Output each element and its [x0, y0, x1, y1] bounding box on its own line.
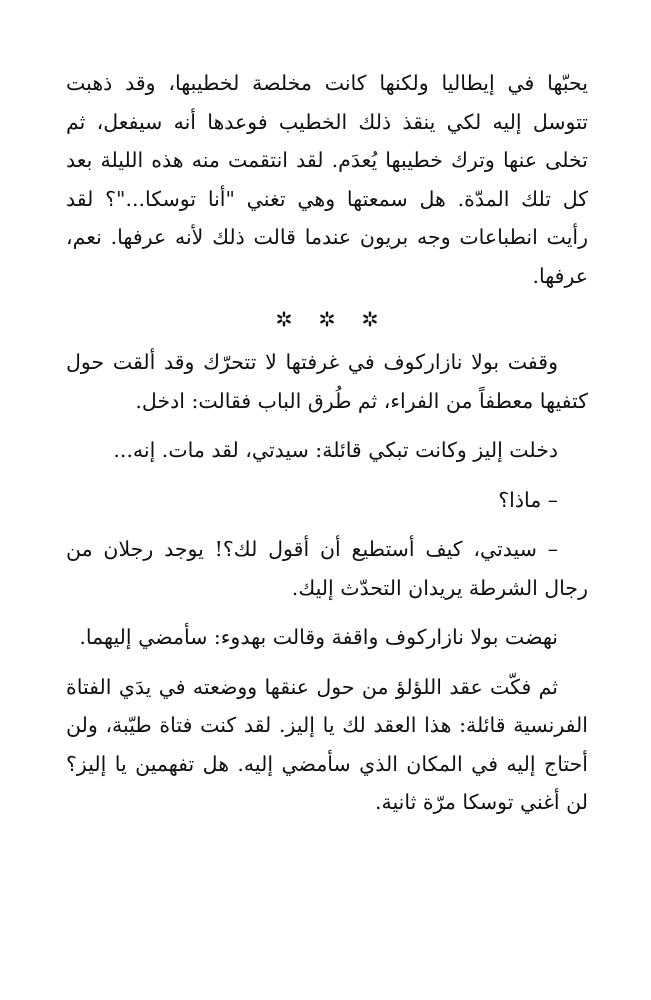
paragraph-paula-standing: وقفت بولا نازاركوف في غرفتها لا تتحرّك وقد ألقت حول كتفيها معطفاً من الفراء، ثم طُرق الباب فقالت: ادخل. — [66, 350, 588, 413]
book-page — [66, 64, 588, 822]
paragraph-elise-enters: دخلت إليز وكانت تبكي قائلة: سيدتي، لقد مات. إنه... — [113, 438, 558, 462]
paragraph-continuation: يحبّها في إيطاليا ولكنها كانت مخلصة لخطيبها، وقد ذهبت تتوسل إليه لكي ينقذ ذلك الخطيب فوعدها أنه سيفعل، ثم تخلى عنها وترك خطيبها يُعدَم. لقد انتقمت منه هذه الليلة بعد كل تلك المدّة. هل سمعتها وهي تغني "أنا توسكا..."؟ لقد رأيت انطباعات وجه بريون عندما قالت ذلك لأنه عرفها. نعم، عرفها. — [66, 71, 588, 288]
paragraph-pearl-necklace: ثم فكّت عقد اللؤلؤ من حول عنقها ووضعته في يدَي الفتاة الفرنسية قائلة: هذا العقد لك يا إليز. لقد كنت فتاة طيّبة، ولن أحتاج إليه في المكان الذي سأمضي إليه. هل تفهمين يا إليز؟ لن أغني توسكا مرّة ثانية. — [66, 674, 588, 814]
section-separator — [66, 295, 588, 339]
asterisk-flower-icon — [276, 311, 292, 327]
asterisk-flower-icon — [362, 311, 378, 327]
paragraph-paula-rises: نهضت بولا نازاركوف واقفة وقالت بهدوء: سأمضي إليهما. — [79, 625, 558, 649]
paragraph-dialogue-police: – سيدتي، كيف أستطيع أن أقول لك؟! يوجد رجلان من رجال الشرطة يريدان التحدّث إليك. — [66, 537, 588, 600]
paragraph-dialogue-what: – ماذا؟ — [498, 487, 558, 512]
asterisk-flower-icon — [319, 311, 335, 327]
